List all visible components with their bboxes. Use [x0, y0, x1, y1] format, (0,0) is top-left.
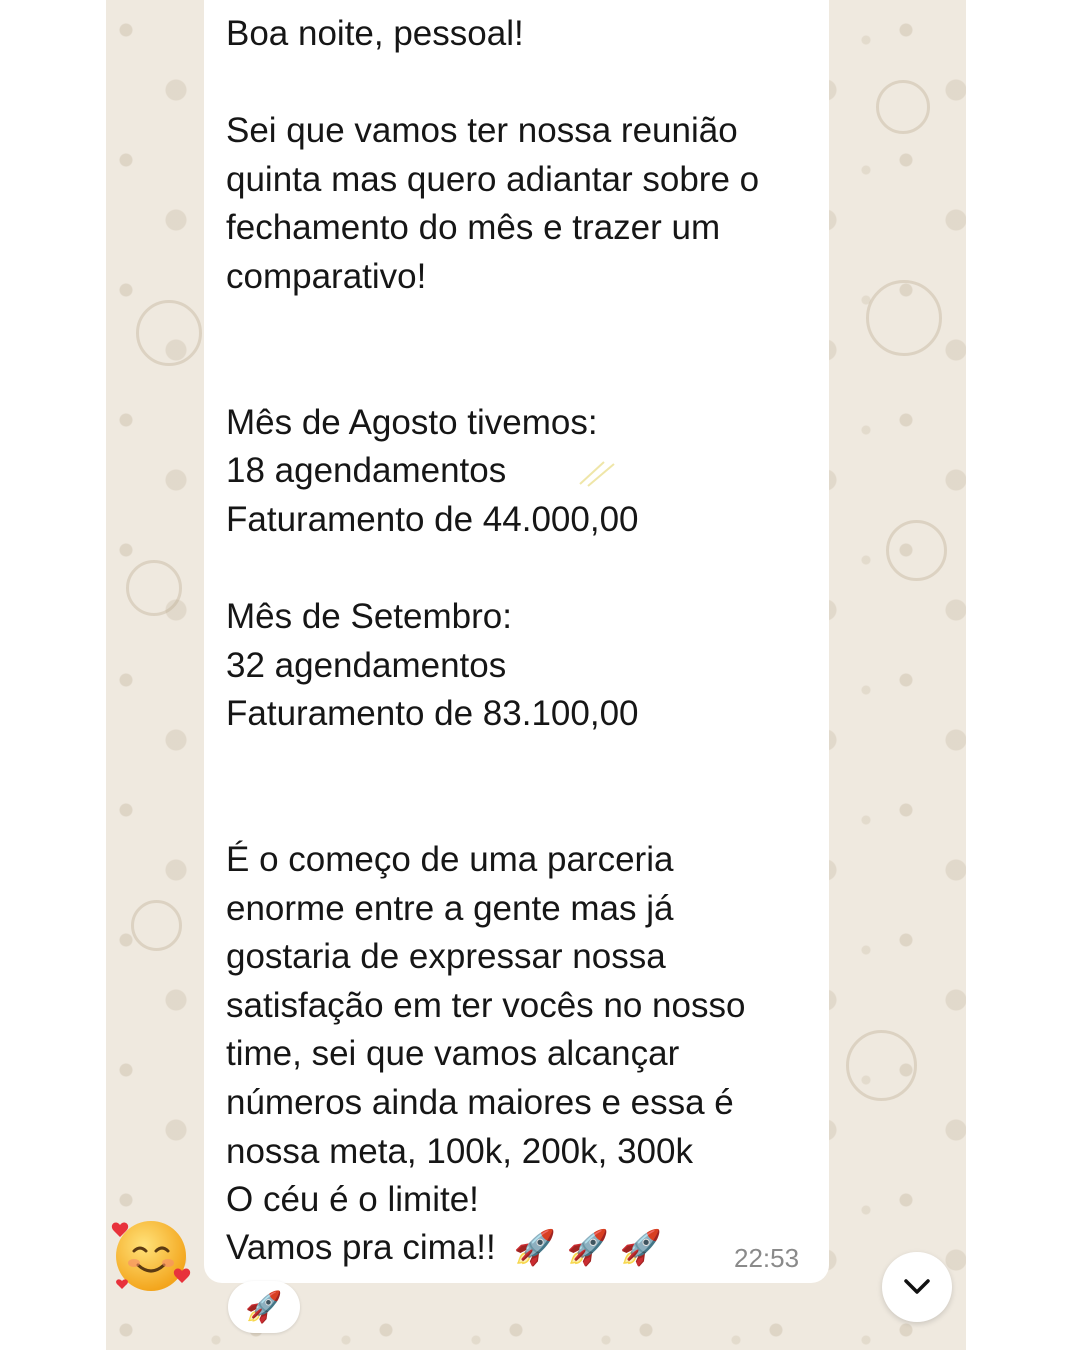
message-line: nossa meta, 100k, 200k, 300k — [226, 1131, 693, 1171]
message-timestamp: 22:53 — [734, 1243, 800, 1273]
message-line: time, sei que vamos alcançar — [226, 1034, 680, 1074]
wallpaper-doodle — [876, 80, 930, 134]
message-line — [226, 788, 816, 837]
message-line: gostaria de expressar nossa — [226, 937, 666, 977]
stray-mark-icon — [576, 458, 616, 488]
chevron-down-icon — [902, 1277, 932, 1297]
message-line: comparativo! — [226, 256, 427, 296]
message-line: satisfação em ter vocês no nosso — [226, 985, 746, 1025]
message-line: Mês de Agosto tivemos: — [226, 402, 598, 442]
message-text — [226, 10, 816, 1225]
message-line: Sei que vamos ter nossa reunião — [226, 111, 738, 151]
message-line: números ainda maiores e essa é — [226, 1083, 734, 1123]
last-line-text: Vamos pra cima!! — [226, 1228, 496, 1267]
wallpaper-doodle — [131, 900, 182, 951]
message-line: Boa noite, pessoal! — [226, 14, 524, 53]
wallpaper-doodle — [886, 520, 947, 581]
message-line — [226, 739, 816, 788]
message-line — [226, 302, 816, 351]
message-line — [226, 545, 816, 594]
message-line: fechamento do mês e trazer um — [226, 208, 721, 248]
message-line: É o começo de uma parceria — [226, 840, 674, 880]
wallpaper-doodle — [126, 560, 182, 616]
message-line: O céu é o limite! — [226, 1180, 479, 1220]
wallpaper-doodle — [866, 280, 942, 356]
smiling-face-with-hearts-icon — [110, 1215, 192, 1297]
message-line: 32 agendamentos — [226, 645, 507, 685]
message-line: Mês de Setembro: — [226, 597, 512, 637]
rocket-reaction-icon: 🚀 — [245, 1289, 283, 1325]
message-line — [226, 350, 816, 399]
message-reaction[interactable] — [228, 1281, 300, 1333]
message-line — [226, 59, 816, 108]
rocket-emojis: 🚀 🚀 🚀 — [513, 1228, 663, 1268]
message-last-line — [226, 1224, 662, 1272]
wallpaper-doodle — [136, 300, 202, 366]
message-line: 18 agendamentos — [226, 451, 507, 491]
message-line: Faturamento de 83.100,00 — [226, 694, 639, 734]
message-line: enorme entre a gente mas já — [226, 888, 674, 928]
scroll-down-button[interactable] — [882, 1252, 952, 1322]
message-line: Faturamento de 44.000,00 — [226, 499, 639, 539]
wallpaper-doodle — [846, 1030, 917, 1101]
message-line: quinta mas quero adiantar sobre o — [226, 159, 760, 199]
